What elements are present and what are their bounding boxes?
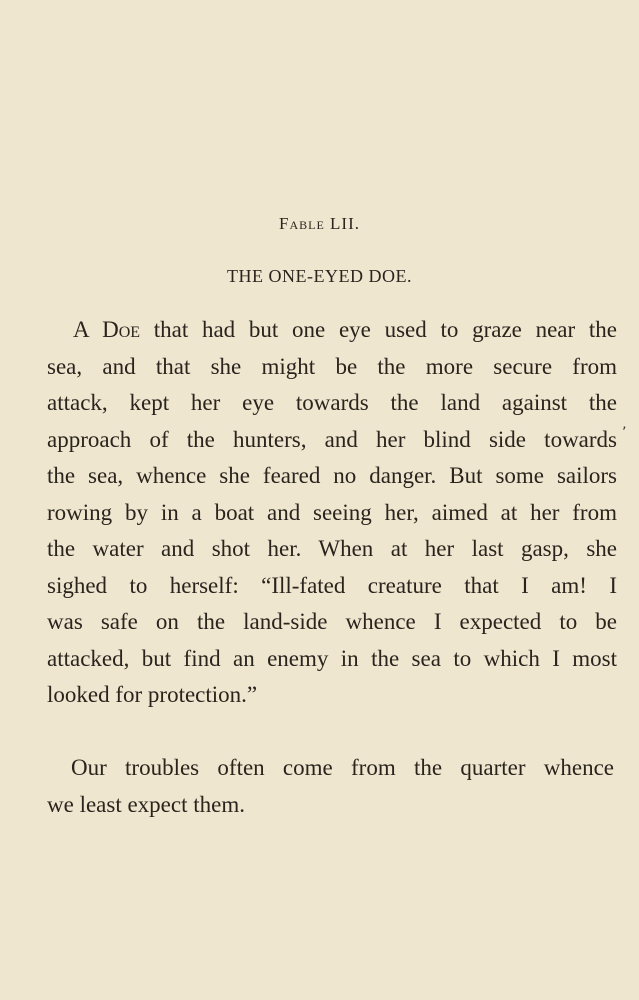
body-line: approach of the hunters, and her blind side towards [47, 426, 617, 452]
body-line: sighed to herself: “Ill-fated creature that I am! I [47, 572, 617, 598]
fable-moral [47, 750, 614, 823]
moral-line: we least expect them. [47, 791, 245, 817]
body-line: attack, kept her eye towards the land against the [47, 390, 617, 415]
margin-mark-icon: ’ [622, 425, 627, 441]
body-line: rowing by in a boat and seeing her, aimed at her from [47, 499, 617, 525]
body-line: A Doe that had but one eye used to graze near the [73, 317, 617, 342]
body-line: sea, and that she might be the more secure from [47, 353, 617, 379]
body-line: the water and shot her. When at her last gasp, she [47, 536, 617, 561]
fable-title: THE ONE-EYED DOE. [227, 266, 412, 286]
body-line: attacked, but find an enemy in the sea to which I most [47, 645, 617, 671]
body-line: looked for protection.” [47, 682, 258, 707]
body-line: the sea, whence she feared no danger. But some sailors [47, 463, 617, 488]
fable-body [47, 312, 617, 714]
doe-smallcaps: Doe [102, 317, 141, 342]
body-line: was safe on the land-side whence I expected to be [47, 609, 617, 634]
fable-number [0, 214, 639, 234]
moral-line: Our troubles often come from the quarter whence [71, 755, 614, 780]
fable-number-text: Fable LII. [279, 214, 360, 233]
